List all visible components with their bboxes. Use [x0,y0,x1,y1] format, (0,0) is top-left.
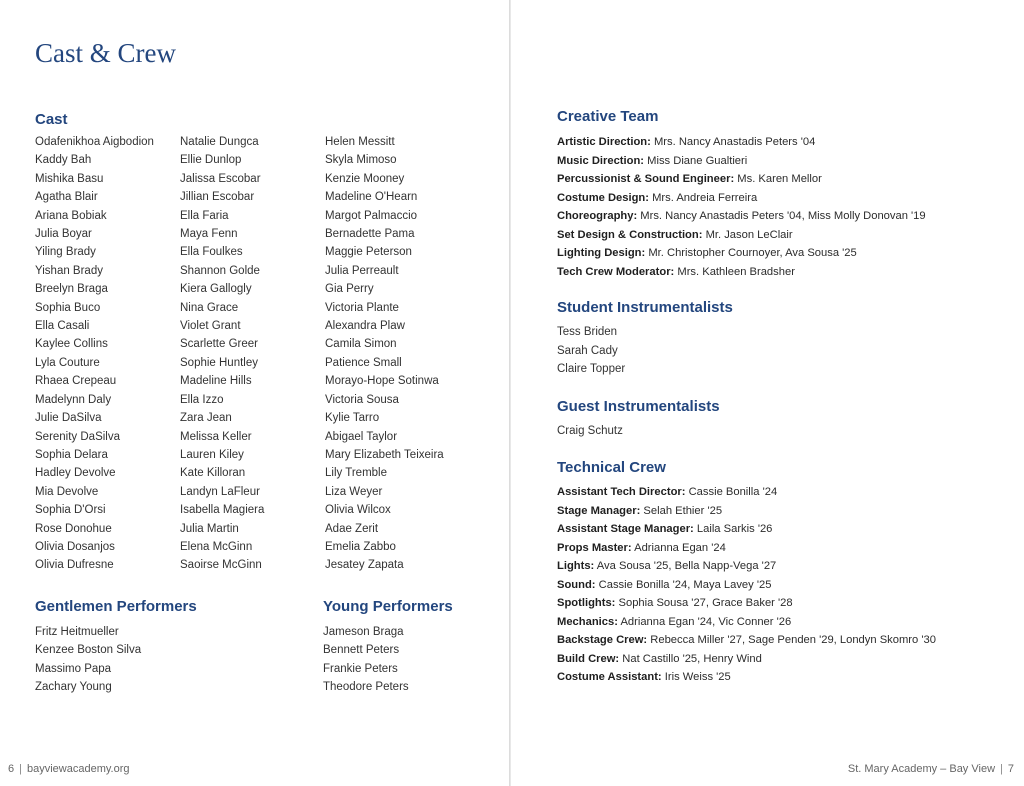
cast-member: Julia Perreault [325,264,399,277]
cast-heading: Cast [35,111,68,128]
credit-row [557,650,936,669]
cast-member: Maya Fenn [180,228,238,241]
cast-member: Madelynn Daly [35,393,112,406]
cast-member: Breelyn Braga [35,283,108,296]
credit-value: Mrs. Nancy Anastadis Peters '04 [653,136,816,148]
credit-value: Laila Sarkis '26 [696,523,773,535]
guest-instrumentalists-heading: Guest Instrumentalists [557,398,720,415]
cast-member: Scarlette Greer [180,338,258,351]
cast-member: Mia Devolve [35,485,99,498]
guest-instrumentalist: Craig Schutz [557,425,623,437]
cast-member: Violet Grant [180,320,241,333]
student-instrumentalists-heading: Student Instrumentalists [557,299,733,316]
young-performer: Jameson Braga [323,626,404,638]
cast-member: Victoria Plante [325,301,399,314]
cast-member: Yiling Brady [35,246,96,259]
cast-member: Ellie Dunlop [180,154,242,167]
cast-member: Madeline Hills [180,375,252,388]
credit-role: Build Crew: [557,652,620,665]
credit-value: Mrs. Kathleen Bradsher [677,265,795,278]
cast-member: Ariana Bobiak [35,209,107,222]
credit-row [557,557,936,576]
cast-member: Zara Jean [180,412,232,425]
credit-value: Mr. Christopher Cournoyer, Ava Sousa '25 [648,247,857,259]
credit-value: Adrianna Egan '24 [634,541,726,554]
guest-instrumentalists-list [557,422,623,441]
cast-member: Agatha Blair [35,191,98,204]
website-link[interactable]: bayviewacademy.org [26,763,130,775]
credit-row [557,263,926,282]
credit-value: Mr. Jason LeClair [705,228,793,241]
gentleman-performer: Zachary Young [35,681,112,694]
credit-role: Costume Design: [557,191,649,204]
cast-member: Isabella Magiera [180,504,265,517]
gentlemen-performers-heading: Gentlemen Performers [35,598,197,615]
gentleman-performer: Massimo Papa [35,662,112,675]
cast-member: Morayo-Hope Sotinwa [325,375,439,388]
cast-member: Sophia Buco [35,301,101,314]
credit-row [557,576,936,595]
cast-member: Olivia Dufresne [35,559,114,572]
credit-value: Mrs. Andreia Ferreira [652,191,758,204]
cast-member: Ella Casali [35,320,90,333]
cast-member: Kenzie Mooney [325,172,405,185]
credit-role: Spotlights: [557,597,616,609]
cast-member: Skyla Mimoso [325,154,397,167]
credit-role: Sound: [557,578,596,591]
credit-row [557,483,936,502]
left-page [0,0,510,786]
credit-row [557,502,936,521]
gentleman-performer: Kenzee Boston Silva [35,644,142,657]
credit-role: Costume Assistant: [557,671,662,683]
young-performers-list [323,623,409,697]
credit-row [557,133,926,152]
credit-row [557,539,936,558]
credit-role: Artistic Direction: [557,136,651,148]
credit-value: Rebecca Miller '27, Sage Penden '29, Londyn Skomro '30 [650,634,936,646]
cast-member: Helen Messitt [325,136,395,148]
cast-member: Abigael Taylor [325,430,398,443]
cast-member: Olivia Wilcox [325,504,391,517]
cast-member: Kate Killoran [180,467,246,480]
cast-member: Hadley Devolve [35,467,116,480]
cast-member: Sophia D'Orsi [35,504,106,517]
credit-role: Assistant Stage Manager: [557,523,694,535]
cast-member: Victoria Sousa [325,393,399,406]
creative-team-heading: Creative Team [557,108,659,125]
footer-separator: | [1000,763,1003,775]
credit-role: Set Design & Construction: [557,228,703,241]
credit-role: Stage Manager: [557,504,641,517]
credit-row [557,520,936,539]
credit-role: Mechanics: [557,615,618,628]
credit-value: Cassie Bonilla '24, Maya Lavey '25 [598,578,772,591]
cast-member: Nina Grace [180,301,239,314]
page-number-right: 7 [1007,763,1014,775]
young-performers-heading: Young Performers [323,598,453,615]
cast-member: Gia Perry [325,283,374,296]
credit-value: Ms. Karen Mellor [737,173,822,185]
credit-value: Selah Ethier '25 [643,504,723,517]
credit-value: Sophia Sousa '27, Grace Baker '28 [618,597,793,609]
credit-row [557,631,936,650]
cast-member: Patience Small [325,356,402,369]
cast-member: Rose Donohue [35,522,112,535]
cast-member: Saoirse McGinn [180,559,262,572]
credit-value: Ava Sousa '25, Bella Napp-Vega '27 [596,560,777,572]
credit-row [557,207,926,226]
student-instrumentalist: Sarah Cady [557,344,618,357]
cast-member: Odafenikhoa Aigbodion [35,136,154,148]
technical-crew-heading: Technical Crew [557,459,666,476]
cast-member: Maggie Peterson [325,246,412,259]
cast-member: Margot Palmaccio [325,209,418,222]
cast-member: Jillian Escobar [180,191,255,204]
cast-member: Julia Boyar [35,228,92,241]
cast-member: Ella Izzo [180,393,224,406]
cast-member: Camila Simon [325,338,397,351]
cast-member: Sophia Delara [35,448,108,461]
cast-member: Serenity DaSilva [35,430,121,443]
left-footer [8,763,130,775]
cast-member: Julia Martin [180,522,239,535]
cast-member: Liza Weyer [325,485,383,498]
cast-member: Kaylee Collins [35,338,108,351]
credit-value: Adrianna Egan '24, Vic Conner '26 [620,615,792,628]
credit-row [557,613,936,632]
credit-row [557,170,926,189]
cast-column-2 [180,133,264,575]
credit-role: Backstage Crew: [557,634,648,646]
cast-member: Olivia Dosanjos [35,540,115,553]
technical-crew-list [557,483,936,687]
young-performer: Frankie Peters [323,662,398,675]
cast-member: Mary Elizabeth Teixeira [325,448,444,461]
right-footer [848,763,1014,775]
credit-row [557,668,936,687]
cast-member: Rhaea Crepeau [35,375,117,388]
cast-member: Adae Zerit [325,522,379,535]
cast-member: Madeline O'Hearn [325,191,418,204]
cast-member: Sophie Huntley [180,356,258,369]
cast-member: Ella Foulkes [180,246,243,259]
page-number-left: 6 [8,763,15,775]
cast-member: Melissa Keller [180,430,252,443]
cast-column-1 [35,133,154,575]
cast-member: Julie DaSilva [35,412,102,425]
credit-role: Props Master: [557,541,632,554]
cast-member: Kylie Tarro [325,412,380,425]
footer-separator: | [19,763,22,775]
credit-role: Music Direction: [557,154,645,167]
cast-member: Ella Faria [180,209,229,222]
creative-team-list [557,133,926,281]
gentleman-performer: Fritz Heitmueller [35,626,119,638]
credit-row [557,152,926,171]
cast-member: Lily Tremble [325,467,387,480]
young-performer: Theodore Peters [323,681,409,694]
student-instrumentalist: Claire Topper [557,363,626,376]
cast-member: Lauren Kiley [180,448,244,461]
credit-role: Lights: [557,560,595,572]
credit-role: Percussionist & Sound Engineer: [557,173,735,185]
cast-column-3 [325,133,444,575]
credit-value: Cassie Bonilla '24 [688,486,778,498]
gentlemen-performers-list [35,623,141,697]
student-instrumentalist: Tess Briden [557,326,618,338]
credit-row [557,244,926,263]
credit-role: Assistant Tech Director: [557,486,686,498]
page-title: Cast & Crew [35,38,176,68]
cast-member: Landyn LaFleur [180,485,260,498]
cast-member: Mishika Basu [35,172,104,185]
cast-member: Jesatey Zapata [325,559,404,572]
credit-row [557,594,936,613]
cast-member: Yishan Brady [35,264,103,277]
credit-row [557,189,926,208]
credit-value: Iris Weiss '25 [664,671,731,683]
credit-role: Tech Crew Moderator: [557,265,675,278]
school-name: St. Mary Academy – Bay View [847,763,996,775]
cast-member: Elena McGinn [180,540,253,553]
right-page [510,0,1024,786]
cast-member: Kaddy Bah [35,154,92,167]
cast-member: Alexandra Plaw [325,320,405,333]
cast-member: Bernadette Pama [325,228,415,241]
cast-member: Jalissa Escobar [180,172,261,185]
credit-row [557,226,926,245]
credit-value: Miss Diane Gualtieri [647,154,748,167]
cast-member: Lyla Couture [35,356,100,369]
credit-role: Lighting Design: [557,247,646,259]
student-instrumentalists-list [557,323,625,379]
young-performer: Bennett Peters [323,644,400,657]
credit-value: Nat Castillo '25, Henry Wind [622,652,762,665]
credit-value: Mrs. Nancy Anastadis Peters '04, Miss Molly Donovan '19 [640,210,926,222]
cast-member: Kiera Gallogly [180,283,252,296]
cast-member: Shannon Golde [180,264,260,277]
cast-member: Natalie Dungca [180,136,259,148]
credit-role: Choreography: [557,210,638,222]
cast-member: Emelia Zabbo [325,540,396,553]
